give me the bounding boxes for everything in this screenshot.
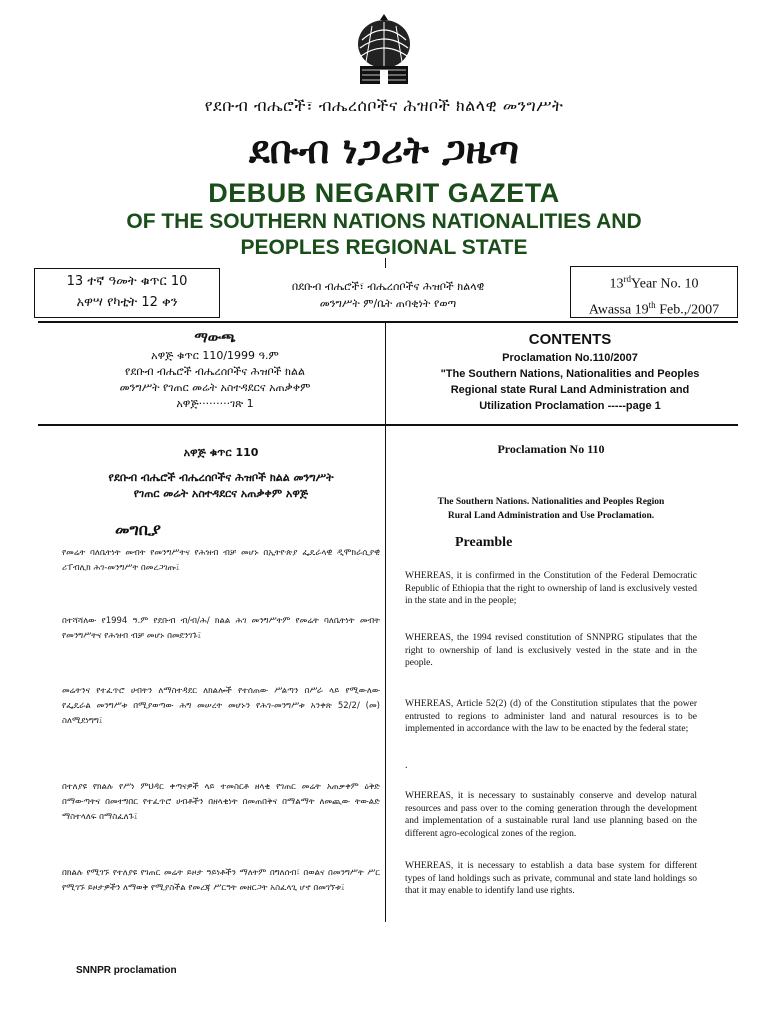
issue-box-amharic-line1: 13 ተኛ ዓመት ቁጥር 10: [66, 274, 188, 289]
contents-english-line2: "The Southern Nations, Nationalities and Peoples: [440, 368, 700, 380]
amharic-title: ደቡብ ነጋሪት ጋዜጣ: [249, 128, 519, 172]
amharic-proclamation-title: [62, 470, 380, 502]
amharic-proclamation-number: አዋጅ ቁጥር 110: [183, 446, 259, 459]
english-preamble-heading: Preamble: [455, 535, 513, 550]
english-proclamation-title: [405, 495, 697, 523]
stray-dot: .: [405, 760, 408, 771]
contents-amharic-heading: ማውጫ: [194, 330, 236, 346]
amharic-paragraph-4: በተለያዩ የክልሉ የሥነ ምህዳር ቀጣናዎች ላይ ተመስርቶ ዘላቂ የገጠር መሬት አጠቃቀም ዕቅድ በማውጣትና በመተግበር የተፈጥሮ ሀብቶችን በዘላቂነት በመጠበቅና በማልማት ለመጪው ትውልድ ማስተላለፍ በማስፈለጉ፤: [62, 782, 380, 822]
rule-bottom: [38, 424, 738, 426]
contents-english-line3: Regional state Rural Land Administration and: [450, 384, 690, 396]
issue-box-english-line2: Awassa 19th Feb.,/2007: [588, 299, 720, 318]
english-proclamation-title-line1: The Southern Nations. Nationalities and Peoples Region: [437, 497, 665, 507]
issue-box-amharic: [34, 268, 220, 318]
english-subtitle-line1: OF THE SOUTHERN NATIONS NATIONALITIES AND: [126, 210, 642, 233]
amharic-paragraph-1: የመሬት ባለቤትነት መብት የመንግሥትና የሕዝብ ብቻ መሆኑ በኢትዮጵያ ፌዴራላዊ ዲሞክራሲያዊ ሪፐብሊክ ሕገ-መንግሥት በመረጋገጡ፤: [62, 548, 380, 573]
english-title: DEBUB NEGARIT GAZETA: [208, 178, 560, 208]
issue-box-middle-line1: በደቡብ ብሔሮች፣ ብሔረሰቦችና ሕዝቦች ክልላዊ: [291, 280, 485, 293]
english-subtitle-line2: PEOPLES REGIONAL STATE: [240, 236, 528, 259]
english-paragraph-1: WHEREAS, it is confirmed in the Constitution of the Federal Democratic Republic of Ethiopia that the right to ownership of land is exclusively vested in the state and in the people;: [405, 571, 697, 606]
issue-box-amharic-line2: አዋሣ የካቲት 12 ቀን: [76, 295, 178, 310]
contents-english-heading: CONTENTS: [528, 331, 612, 348]
amharic-paragraph-5: በክልሉ የሚገኙ የተለያዩ የገጠር መሬት ይዞታ ዓይነቶችን ማለትም በግለሰብ፣ በወልና በመንግሥት ሥር የሚገኙ ይዞታዎችን ለማወቅ የሚያስችል የመረጃ ሥርዓት መዘርጋት አስፈላጊ ሆኖ በመገኘቱ፤: [62, 868, 380, 893]
english-paragraph-3: WHEREAS, Article 52(2) (d) of the Constitution stipulates that the power entrusted to regions to administer land and natural resources is to be implemented in accordance with the law to be enacted by the federal state;: [405, 699, 697, 734]
footer-label: SNNPR proclamation: [76, 965, 177, 976]
rule-top: [38, 321, 738, 323]
amharic-proclamation-title-line1: የደቡብ ብሔሮች ብሔረሰቦችና ሕዝቦች ክልል መንግሥት: [108, 471, 334, 484]
contents-amharic-line2: የደቡብ ብሔሮች ብሔረሰቦችና ሕዝቦች ክልል: [125, 365, 305, 378]
contents-amharic-line1: አዋጅ ቁጥር 110/1999 ዓ.ም: [151, 349, 279, 362]
english-paragraph-4: WHEREAS, it is necessary to sustainably conserve and develop natural resources and pass over to the coming generation through the development and implementation of a sustainable rural land use planning based on the different agro-ecological zones of the region.: [405, 791, 697, 839]
center-tick: [385, 258, 386, 268]
amharic-preamble-heading: መግቢያ: [115, 520, 161, 539]
contents-english-line1: Proclamation No.110/2007: [502, 352, 638, 364]
english-proclamation-title-line2: Rural Land Administration and Use Proclamation.: [447, 511, 655, 521]
amharic-subtitle: የደቡብ ብሔሮች፣ ብሔረሰቦችና ሕዝቦች ክልላዊ መንግሥት: [204, 96, 564, 115]
contents-english: [395, 332, 745, 414]
issue-box-middle-line2: መንግሥት ም/ቤት ጠባቂነት የወጣ: [319, 297, 457, 310]
amharic-proclamation-title-line2: የገጠር መሬት አስተዳደርና አጠቃቀም አዋጅ: [133, 487, 309, 500]
amharic-paragraph-2: በተሻሻለው የ1994 ዓ.ም የደቡብ ብ/ብ/ሕ/ ክልል ሕገ መንግሥትም የመሬት ባለቤትነት መብት የመንግሥትና የሕዝብ ብቻ መሆኑ በመደንገጉ፤: [62, 616, 380, 641]
column-divider: [385, 322, 386, 922]
regional-emblem-icon: [352, 10, 416, 90]
english-paragraph-5: WHEREAS, it is necessary to establish a data base system for different types of land holdings such as private, communal and state land holdings so that it may enable to identify land use rights.: [405, 861, 697, 896]
issue-box-english: [570, 266, 738, 318]
english-paragraph-2: WHEREAS, the 1994 revised constitution of SNNPRG stipulates that the right to ownership of land is exclusively vested in the state and in the people.: [405, 633, 697, 668]
contents-amharic-line3: መንግሥት የገጠር መሬት አስተዳደርና አጠቃቀም: [119, 381, 311, 394]
english-proclamation-number: Proclamation No 110: [497, 442, 605, 456]
amharic-paragraph-3: መሬትንና የተፈጥሮ ሀብትን ለማስተዳደር ለክልሎች የተሰጠው ሥልጣን በሥራ ላይ የሚውለው የፌዴራል መንግሥቱ በሚያወጣው ሕግ መሠረት መሆኑን የሕገ-መንግሥቱ አንቀጽ 52/2/ (መ) ስለሚደነግግ፤: [62, 686, 380, 726]
contents-amharic-line4: አዋጅ·········ገጽ 1: [176, 397, 254, 410]
contents-english-line4: Utilization Proclamation -----page 1: [479, 400, 661, 412]
issue-box-middle: [248, 278, 528, 312]
issue-box-english-line1: 13rdYear No. 10: [609, 274, 699, 292]
contents-amharic: [60, 330, 370, 412]
